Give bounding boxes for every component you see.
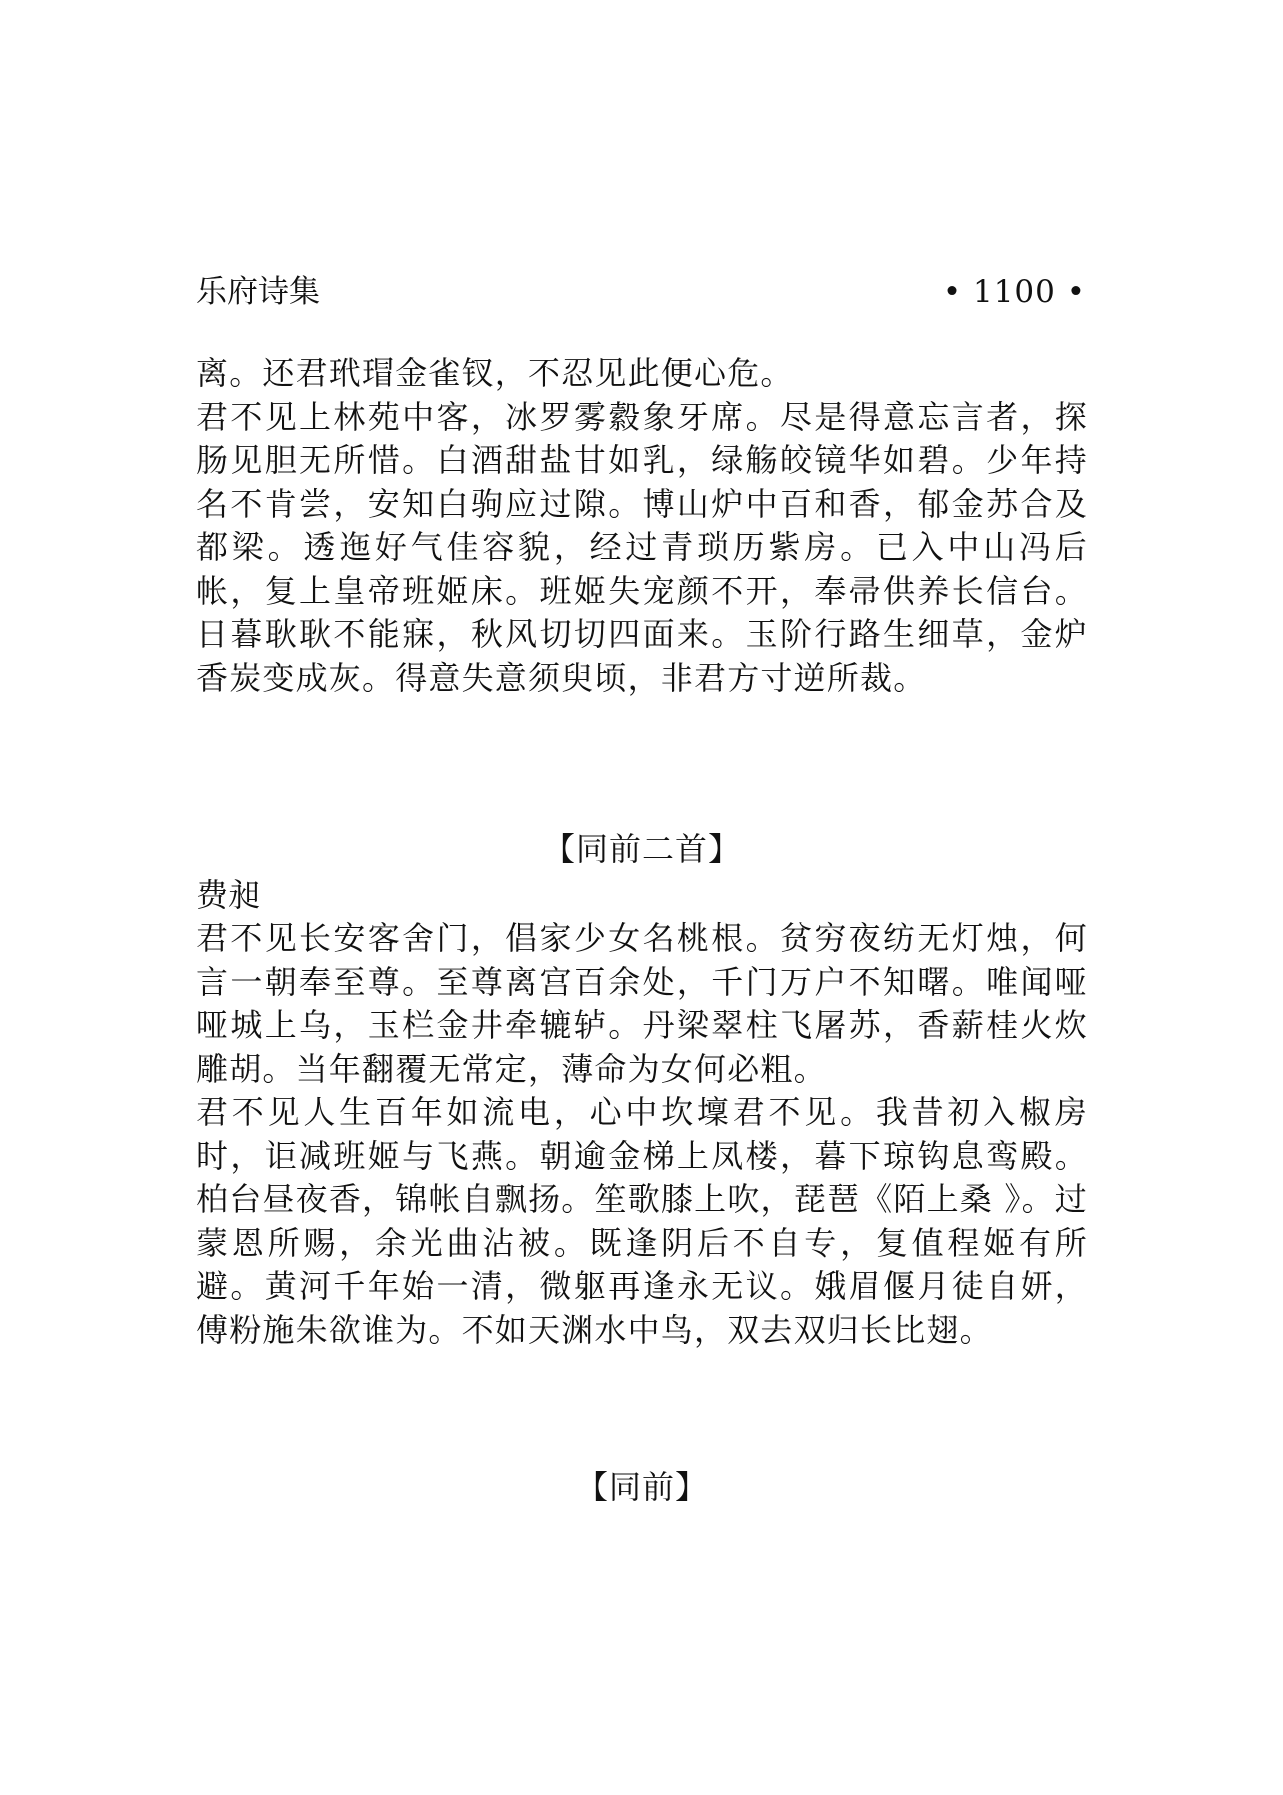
page-header (196, 270, 1086, 314)
paragraph: 君不见上林苑中客，冰罗雾縠象牙席。尽是得意忘言者，探肠见胆无所惜。白酒甜盐甘如乳，绿觞皎镜华如碧。少年持名不肯尝，安知白驹应过隙。博山炉中百和香，郁金苏合及都梁。透迤好气佳容貌，经过青琐历紫房。已入中山冯后帐，复上皇帝班姬床。班姬失宠颜不开，奉帚供养长信台。日暮耿耿不能寐，秋风切切四面来。玉阶行路生细草，金炉香炭变成灰。得意失意须臾顷，非君方寸逆所裁。 (196, 397, 1088, 697)
paragraph: 君不见长安客舍门，倡家少女名桃根。贫穷夜纺无灯烛，何言一朝奉至尊。至尊离宫百余处，千门万户不知曙。唯闻哑哑城上乌，玉栏金井牵辘轳。丹梁翠柱飞屠苏，香薪桂火炊雕胡。当年翻覆无常定，薄命为女何必粗。 (196, 919, 1088, 1088)
page-number: • 1100 • (942, 274, 1086, 310)
book-title: 乐府诗集 (196, 274, 320, 310)
paragraph: 离。还君玳瑁金雀钗，不忍见此便心危。 (196, 354, 794, 392)
author-name: 费昶 (196, 876, 261, 914)
paragraph: 君不见人生百年如流电，心中坎壈君不见。我昔初入椒房时，讵减班姬与飞燕。朝逾金梯上凤楼，暮下琼钩息鸾殿。柏台昼夜香，锦帐自飘扬。笙歌膝上吹，琵琶《陌上桑 》。过蒙恩所赐，余光曲沾被。既逢阴后不自专，复值程姬有所避。黄河千年始一清，微躯再逢永无议。娥眉偃月徒自妍，傅粉施朱欲谁为。不如天渊水中鸟，双去双归长比翅。 (196, 1093, 1088, 1349)
section-heading: 【同前】 (575, 1468, 708, 1506)
poem-continuation (196, 352, 1088, 700)
poem-body (196, 917, 1088, 1352)
section-heading: 【同前二首】 (542, 830, 741, 868)
